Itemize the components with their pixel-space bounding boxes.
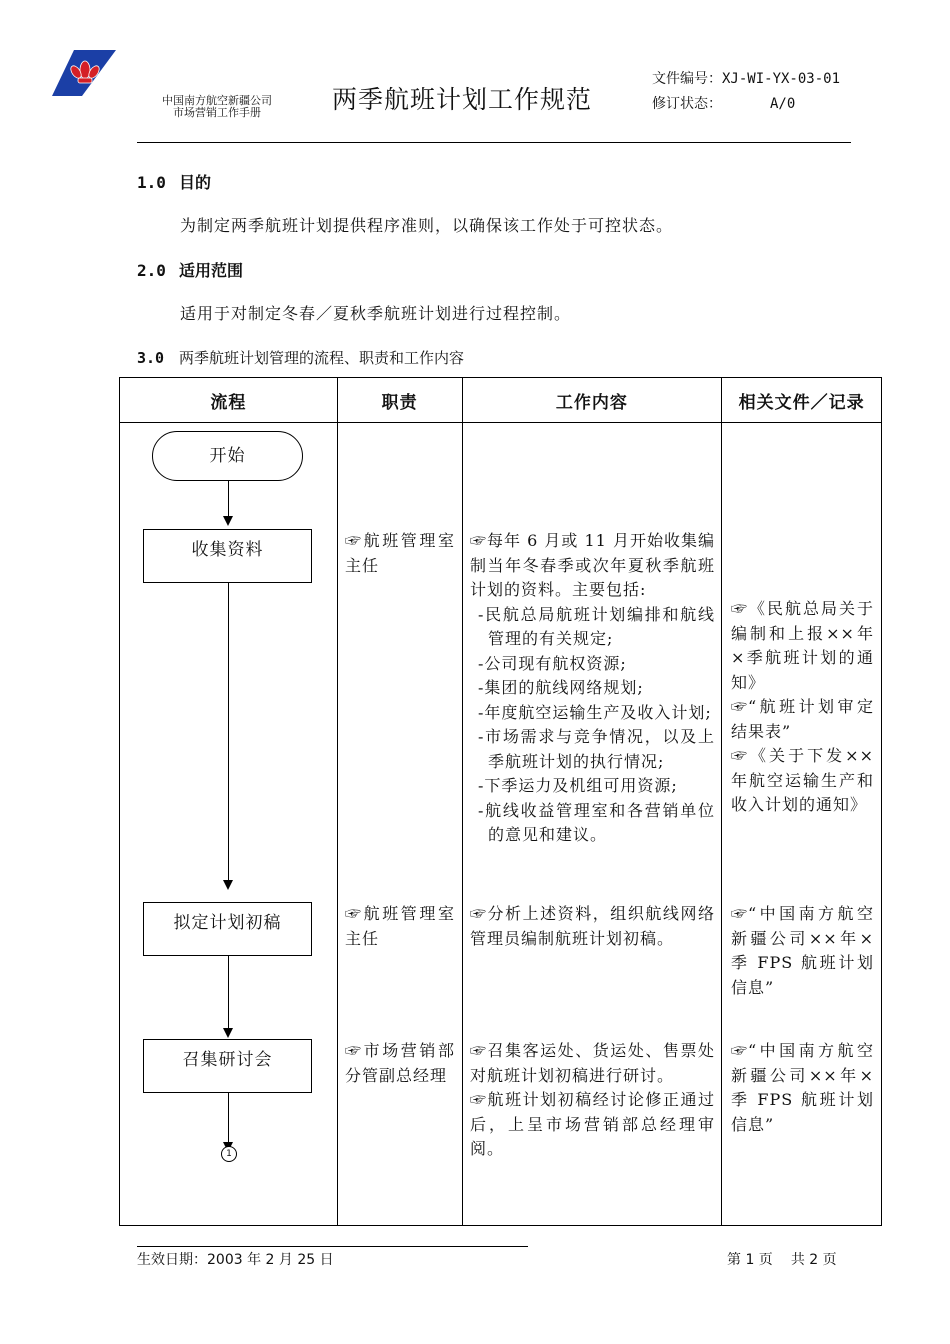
records-3: ☞“中国南方航空新疆公司××年×季 FPS 航班计划信息” <box>731 1041 874 1134</box>
flow-arrow-3-head <box>223 1028 233 1038</box>
effective-date-label: 生效日期： <box>137 1252 207 1268</box>
section-2-heading <box>137 258 243 281</box>
flow-arrow-2-line <box>228 583 229 883</box>
company-line1: 中国南方航空新疆公司 <box>162 94 272 107</box>
records-2: ☞“中国南方航空新疆公司××年×季 FPS 航班计划信息” <box>731 904 874 997</box>
section-3-title: 两季航班计划管理的流程、职责和工作内容 <box>179 349 465 367</box>
section-2-number: 2.0 <box>137 261 166 280</box>
revision-label: 修订状态： <box>652 96 722 112</box>
list-item: -年度航空运输生产及收入计划; <box>478 702 712 722</box>
work-content-1 <box>470 529 715 848</box>
header-work-content: 工作内容 <box>462 378 722 423</box>
list-item: -市场需求与竞争情况，以及上季航班计划的执行情况; <box>478 727 715 771</box>
effective-date <box>137 1249 334 1269</box>
effective-date-value: 2003 年 2 月 25 日 <box>207 1252 334 1268</box>
list-item: -航线收益管理室和各营销单位的意见和建议。 <box>478 800 715 844</box>
section-1-title: 目的 <box>179 173 212 192</box>
flow-start-node: 开始 <box>152 431 303 481</box>
page-number <box>727 1249 837 1269</box>
section-2-title: 适用范围 <box>179 261 244 280</box>
list-item: -民航总局航班计划编排和航线管理的有关规定; <box>478 604 715 648</box>
company-line2: 市场营销工作手册 <box>173 106 261 119</box>
doc-number-value: XJ-WI-YX-03-01 <box>722 71 841 87</box>
doc-number <box>652 68 840 88</box>
records-1 <box>731 597 874 818</box>
header-records: 相关文件／记录 <box>722 378 882 423</box>
company-name <box>158 95 276 119</box>
section-1-body: 为制定两季航班计划提供程序准则，以确保该工作处于可控状态。 <box>180 216 674 235</box>
record-1c: ☞《关于下发××年航空运输生产和收入计划的通知》 <box>731 746 874 814</box>
header-responsibility: 职责 <box>337 378 462 423</box>
flow-arrow-4-line <box>228 1093 229 1143</box>
work-content-3a: ☞召集客运处、货运处、售票处对航班计划初稿进行研讨。 <box>470 1041 715 1085</box>
revision-status <box>652 93 795 113</box>
flow-step-collect-data: 收集资料 <box>143 529 312 583</box>
table-header-row <box>120 378 882 423</box>
company-logo <box>52 50 116 98</box>
document-title: 两季航班计划工作规范 <box>332 85 593 114</box>
responsibility-2: ☞航班管理室主任 <box>345 904 455 948</box>
footer-divider <box>137 1246 528 1247</box>
flow-arrow-3-line <box>228 956 229 1030</box>
work-content-3 <box>470 1039 715 1162</box>
list-item: -下季运力及机组可用资源; <box>478 776 678 795</box>
flow-page-connector: 1 <box>221 1146 237 1162</box>
flow-arrow-1-line <box>228 480 229 520</box>
header-divider <box>137 142 851 143</box>
flow-step-draft-plan: 拟定计划初稿 <box>143 902 312 956</box>
section-3-heading <box>137 347 464 368</box>
revision-value: A/0 <box>770 96 796 112</box>
list-item: -公司现有航权资源; <box>478 653 627 673</box>
page-total: 共 2 页 <box>790 1252 837 1268</box>
work-content-3b: ☞航班计划初稿经讨论修正通过后，上呈市场营销部总经理审阅。 <box>470 1090 715 1158</box>
section-1-number: 1.0 <box>137 173 166 192</box>
responsibility-3: ☞市场营销部分管副总经理 <box>345 1041 455 1085</box>
responsibility-1: ☞航班管理室主任 <box>345 531 455 575</box>
work-content-1-intro: ☞每年 6 月或 11 月开始收集编制当年冬春季或次年夏秋季航班计划的资料。主要包括: <box>470 531 715 599</box>
list-item: -集团的航线网络规划; <box>478 678 644 697</box>
flow-step-hold-meeting: 召集研讨会 <box>143 1039 312 1093</box>
record-1a: ☞《民航总局关于编制和上报××年×季航班计划的通知》 <box>731 599 874 692</box>
doc-number-label: 文件编号： <box>652 71 722 87</box>
header-flow: 流程 <box>120 378 338 423</box>
page-current: 第 1 页 <box>727 1252 773 1268</box>
section-2-body: 适用于对制定冬春／夏秋季航班计划进行过程控制。 <box>180 304 572 323</box>
record-1b: ☞“航班计划审定结果表” <box>731 697 874 741</box>
work-content-2: ☞分析上述资料，组织航线网络管理员编制航班计划初稿。 <box>470 904 715 948</box>
flow-arrow-1-head <box>223 516 233 526</box>
section-1-heading <box>137 170 211 193</box>
section-3-number: 3.0 <box>137 349 165 367</box>
flow-arrow-2-head <box>223 880 233 890</box>
